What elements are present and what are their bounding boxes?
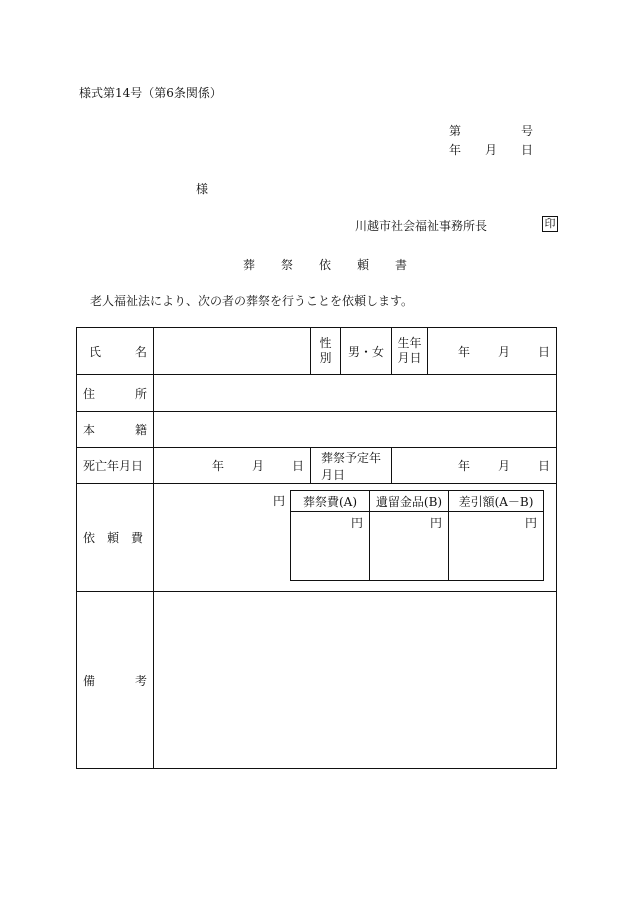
remarks-label [77, 592, 154, 769]
sex-options[interactable]: 男・女 [341, 328, 392, 375]
name-field[interactable] [154, 328, 311, 375]
birth-date-field[interactable] [428, 328, 557, 375]
difference-field[interactable]: 円 [449, 512, 544, 581]
death-date-label: 死亡年月日 [77, 448, 154, 484]
fee-header-row [291, 491, 544, 512]
address-label-2: 所 [134, 386, 147, 401]
remaining-goods-header: 遺留金品(B) [370, 491, 449, 512]
difference-header: 差引額(A－B) [449, 491, 544, 512]
sex-label-text: 性 別 [319, 336, 332, 365]
row-address [77, 375, 557, 412]
fee-label: 依 頼 費 [77, 484, 154, 592]
death-day: 日 [291, 459, 304, 473]
domicile-label-2: 籍 [134, 423, 147, 437]
form-id: 様式第14号（第6条関係） [79, 86, 222, 100]
funeral-date-field[interactable] [392, 448, 557, 484]
birth-month: 月 [497, 344, 510, 359]
sex-label [311, 328, 341, 375]
name-label [77, 328, 154, 375]
birth-day: 日 [537, 344, 550, 359]
birth-year: 年 [457, 344, 470, 359]
death-date-field[interactable] [154, 448, 311, 484]
funeral-year: 年 [457, 459, 470, 473]
domicile-field[interactable] [154, 412, 557, 448]
date-month: 月 [485, 143, 498, 157]
address-label [77, 375, 154, 412]
remaining-goods-field[interactable]: 円 [370, 512, 449, 581]
address-field[interactable] [154, 375, 557, 412]
death-month: 月 [251, 459, 264, 473]
death-year: 年 [211, 459, 224, 473]
date-day: 日 [521, 143, 534, 157]
row-domicile [77, 412, 557, 448]
date-year: 年 [449, 143, 462, 157]
seal-mark: 印 [542, 216, 558, 232]
remarks-label-2: 考 [134, 673, 147, 688]
number-suffix: 号 [521, 124, 534, 138]
request-form-table [76, 327, 557, 769]
funeral-cost-field[interactable]: 円 [291, 512, 370, 581]
funeral-month: 月 [497, 459, 510, 473]
addressee-suffix: 様 [196, 182, 209, 196]
remarks-label-1: 備 [83, 673, 96, 688]
row-death-date [77, 448, 557, 484]
name-label-2: 名 [134, 344, 147, 359]
funeral-cost-header: 葬祭費(A) [291, 491, 370, 512]
remarks-field[interactable] [154, 592, 557, 769]
birth-label [392, 328, 428, 375]
fee-cell [154, 484, 557, 592]
row-remarks [77, 592, 557, 769]
domicile-label-1: 本 [83, 423, 96, 437]
address-label-1: 住 [83, 386, 96, 401]
issuer: 川越市社会福祉事務所長 [355, 219, 488, 233]
intro-text: 老人福祉法により、次の者の葬祭を行うことを依頼します。 [90, 294, 414, 308]
row-name [77, 328, 557, 375]
funeral-day: 日 [537, 459, 550, 473]
row-fee [77, 484, 557, 592]
fee-total-yen: 円 [273, 494, 286, 508]
document-title: 葬祭依頼書 [243, 258, 434, 272]
fee-value-row [291, 512, 544, 581]
fee-breakdown-table [290, 490, 544, 581]
name-label-1: 氏 [89, 344, 102, 359]
birth-label-text: 生年 月日 [397, 336, 422, 365]
number-prefix: 第 [449, 124, 462, 138]
funeral-date-label: 葬祭予定年月日 [311, 448, 392, 484]
domicile-label [77, 412, 154, 448]
